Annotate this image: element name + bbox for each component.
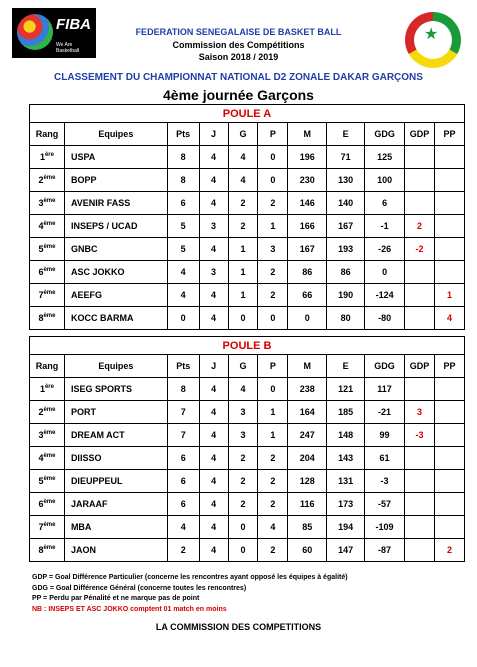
team-name: DIISSO [64,447,167,470]
team-name: USPA [64,146,167,169]
j-cell: 4 [199,307,228,330]
season: Saison 2018 / 2019 [198,52,279,62]
j-cell: 4 [199,470,228,493]
gdg-cell: -26 [365,238,405,261]
column-header: E [327,123,365,146]
m-cell: 116 [288,493,327,516]
j-cell: 4 [199,516,228,539]
pts-cell: 5 [167,215,199,238]
m-cell: 60 [288,539,327,562]
rank-cell [30,447,65,470]
table-row [30,378,465,401]
rank-suffix: ème [43,476,56,482]
j-cell: 4 [199,401,228,424]
gdg-cell: 6 [365,192,405,215]
gdp-cell [405,307,435,330]
rank-suffix: ème [43,267,56,273]
g-cell: 1 [228,284,258,307]
rank-suffix: ème [43,244,56,250]
team-name: AEEFG [64,284,167,307]
g-cell: 1 [228,238,258,261]
gdp-cell [405,261,435,284]
gdp-cell [405,493,435,516]
e-cell: 173 [327,493,365,516]
g-cell: 3 [228,401,258,424]
pts-cell: 6 [167,192,199,215]
g-cell: 0 [228,516,258,539]
e-cell: 185 [327,401,365,424]
pp-cell [434,378,464,401]
team-name: DIEUPPEUL [64,470,167,493]
rank-number: 2 [38,175,44,185]
rank-suffix: ère [44,384,54,390]
team-name: ASC JOKKO [64,261,167,284]
gdg-cell: 99 [365,424,405,447]
rank-number: 1 [39,384,45,394]
j-cell: 4 [199,146,228,169]
pp-cell: 4 [435,307,465,330]
classement-title: CLASSEMENT DU CHAMPIONNAT NATIONAL D2 ZONALE DAKAR GARÇONS [54,72,423,83]
p-cell: 0 [258,146,288,169]
team-name: DREAM ACT [64,424,167,447]
e-cell: 121 [327,378,365,401]
e-cell: 140 [327,192,365,215]
header-row [30,123,465,146]
rank-suffix: ème [43,175,56,181]
column-header: M [288,355,327,378]
column-header: Equipes [64,355,167,378]
gdp-cell [405,169,435,192]
e-cell: 80 [327,307,365,330]
p-cell: 1 [258,401,288,424]
rank-cell [30,470,65,493]
gdp-cell [405,516,435,539]
gdg-cell: -124 [365,284,405,307]
signature-commission: LA COMMISSION DES COMPETITIONS [155,622,322,632]
table-row [30,307,465,330]
rank-number: 6 [38,499,44,509]
rank-number: 6 [38,267,44,277]
pts-cell: 6 [167,447,199,470]
m-cell: 66 [288,284,327,307]
pp-cell: 1 [435,284,465,307]
table-row [30,261,465,284]
column-header: J [199,355,228,378]
m-cell: 247 [288,424,327,447]
table-row [30,146,465,169]
g-cell: 2 [228,192,258,215]
pts-cell: 7 [167,401,199,424]
gdp-cell: 2 [405,215,435,238]
rank-number: 8 [38,313,44,323]
j-cell: 4 [199,447,228,470]
column-header: GDP [405,355,435,378]
table-row [30,516,465,539]
e-cell: 143 [327,447,365,470]
j-cell: 3 [199,215,228,238]
p-cell: 2 [258,470,288,493]
p-cell: 2 [258,261,288,284]
g-cell: 0 [228,539,258,562]
rank-number: 4 [38,453,44,463]
pp-cell [434,470,464,493]
pp-cell: 2 [434,539,464,562]
e-cell: 193 [327,238,365,261]
table-row [30,169,465,192]
gdg-cell: 125 [365,146,405,169]
m-cell: 164 [288,401,327,424]
m-cell: 128 [288,470,327,493]
rank-number: 7 [38,290,44,300]
p-cell: 0 [258,307,288,330]
gdg-cell: 61 [365,447,405,470]
j-cell: 4 [199,378,228,401]
rank-cell [30,146,65,169]
m-cell: 167 [288,238,327,261]
rank-cell [30,378,65,401]
rank-cell [30,516,65,539]
rank-number: 1 [39,152,45,162]
g-cell: 2 [228,470,258,493]
rank-cell [30,307,65,330]
column-header: Pts [167,355,199,378]
fiba-wordmark: FIBA [56,16,91,33]
pts-cell: 8 [167,169,199,192]
rank-cell [30,284,65,307]
j-cell: 4 [199,192,228,215]
rank-number: 5 [38,244,44,254]
gdg-cell: -109 [365,516,405,539]
gdp-cell: 3 [405,401,435,424]
gdg-cell: -80 [365,307,405,330]
pts-cell: 6 [167,470,199,493]
rank-cell [30,238,65,261]
p-cell: 3 [258,238,288,261]
rank-cell [30,493,65,516]
m-cell: 85 [288,516,327,539]
pool-title-row [30,105,465,123]
g-cell: 4 [228,378,258,401]
rank-cell [30,215,65,238]
pool-title: POULE A [30,105,465,123]
p-cell: 2 [258,447,288,470]
pts-cell: 8 [167,378,199,401]
p-cell: 0 [258,378,288,401]
table-row [30,447,465,470]
team-name: ISEG SPORTS [64,378,167,401]
g-cell: 2 [228,447,258,470]
pp-cell [435,238,465,261]
journee-title: 4ème journée Garçons [163,87,314,103]
table-row [30,470,465,493]
pool-title: POULE B [30,337,465,355]
gdg-cell: -21 [365,401,405,424]
rank-suffix: ème [43,313,56,319]
pp-cell [434,447,464,470]
rank-cell [30,539,65,562]
rank-suffix: ème [43,522,56,528]
team-name: PORT [64,401,167,424]
m-cell: 0 [288,307,327,330]
column-header: PP [435,123,465,146]
rank-cell [30,424,65,447]
fiba-tagline: We Are Basketball [56,42,80,54]
rank-number: 4 [38,221,44,231]
column-header: Pts [167,123,199,146]
pts-cell: 4 [167,516,199,539]
team-name: MBA [64,516,167,539]
gdg-cell: -1 [365,215,405,238]
table-row [30,539,465,562]
note-gdp: GDP = Goal Différence Particulier (concerne les rencontres ayant opposé les équipes à égalité) [32,574,348,581]
gdg-cell: 100 [365,169,405,192]
e-cell: 86 [327,261,365,284]
rank-suffix: ème [43,221,56,227]
m-cell: 196 [288,146,327,169]
gdg-cell: -87 [365,539,405,562]
table-row [30,401,465,424]
column-header: E [327,355,365,378]
p-cell: 1 [258,215,288,238]
rank-suffix: ème [43,453,56,459]
gdp-cell: -2 [405,238,435,261]
note-gdg: GDG = Goal Différence Général (concerne toutes les rencontres) [32,584,247,592]
table-row [30,493,465,516]
team-name: JARAAF [64,493,167,516]
rank-cell [30,169,65,192]
gdp-cell [405,470,435,493]
team-name: INSEPS / UCAD [64,215,167,238]
header-row [30,355,465,378]
m-cell: 238 [288,378,327,401]
e-cell: 147 [327,539,365,562]
team-name: KOCC BARMA [64,307,167,330]
gdp-cell [405,378,435,401]
rank-suffix: ème [43,430,56,436]
p-cell: 2 [258,284,288,307]
pts-cell: 7 [167,424,199,447]
column-header: GDP [405,123,435,146]
column-header: GDG [365,123,405,146]
g-cell: 0 [228,307,258,330]
rank-cell [30,261,65,284]
federation-name: FEDERATION SENEGALAISE DE BASKET BALL [135,27,342,37]
column-header: P [258,123,288,146]
gdp-cell [405,447,435,470]
pts-cell: 8 [167,146,199,169]
pp-cell [434,516,464,539]
g-cell: 2 [228,215,258,238]
rank-number: 8 [38,545,44,555]
rank-suffix: ème [43,545,56,551]
rank-suffix: ème [43,499,56,505]
legend-notes [32,573,348,615]
e-cell: 131 [327,470,365,493]
m-cell: 230 [288,169,327,192]
m-cell: 146 [288,192,327,215]
gdp-cell [405,539,435,562]
commission-name: Commission des Compétitions [172,40,305,50]
column-header: J [199,123,228,146]
pts-cell: 4 [167,284,199,307]
pp-cell [434,401,464,424]
e-cell: 71 [327,146,365,169]
g-cell: 3 [228,424,258,447]
table-row [30,238,465,261]
gdp-cell [405,284,435,307]
pts-cell: 5 [167,238,199,261]
star-icon: ★ [424,26,439,43]
pts-cell: 6 [167,493,199,516]
gdp-cell: -3 [405,424,435,447]
gdp-cell [405,146,435,169]
pp-cell [435,146,465,169]
gdg-cell: -3 [365,470,405,493]
j-cell: 4 [199,539,228,562]
p-cell: 2 [258,539,288,562]
rank-number: 3 [38,198,44,208]
column-header: G [228,123,258,146]
j-cell: 4 [199,424,228,447]
column-header: GDG [365,355,405,378]
pp-cell [435,261,465,284]
pp-cell [434,493,464,516]
rank-cell [30,401,65,424]
column-header: G [228,355,258,378]
pool-title-row [30,337,465,355]
team-name: GNBC [64,238,167,261]
pp-cell [434,424,464,447]
pts-cell: 4 [167,261,199,284]
g-cell: 1 [228,261,258,284]
e-cell: 194 [327,516,365,539]
rank-number: 2 [38,407,44,417]
rank-suffix: ème [43,407,56,413]
p-cell: 1 [258,424,288,447]
j-cell: 4 [199,493,228,516]
gdg-cell: 117 [365,378,405,401]
e-cell: 167 [327,215,365,238]
p-cell: 2 [258,493,288,516]
gdp-cell [405,192,435,215]
gdg-cell: 0 [365,261,405,284]
note-nb: NB : INSEPS ET ASC JOKKO comptent 01 match en moins [32,605,227,613]
e-cell: 148 [327,424,365,447]
p-cell: 0 [258,169,288,192]
table-row [30,192,465,215]
j-cell: 4 [199,169,228,192]
table-row [30,215,465,238]
gdg-cell: -57 [365,493,405,516]
pp-cell [435,192,465,215]
column-header: PP [434,355,464,378]
rank-suffix: ème [43,290,56,296]
rank-cell [30,192,65,215]
e-cell: 190 [327,284,365,307]
pool-a-table [29,104,465,330]
column-header: Rang [30,123,65,146]
column-header: Rang [30,355,65,378]
rank-number: 3 [38,430,44,440]
rank-number: 5 [38,476,44,486]
pool-b-table [29,336,465,562]
team-name: JAON [64,539,167,562]
p-cell: 4 [258,516,288,539]
m-cell: 204 [288,447,327,470]
m-cell: 86 [288,261,327,284]
p-cell: 2 [258,192,288,215]
rank-suffix: ème [43,198,56,204]
note-pp: PP = Perdu par Pénalité et ne marque pas de point [32,595,200,602]
column-header: M [288,123,327,146]
table-row [30,424,465,447]
e-cell: 130 [327,169,365,192]
column-header: P [258,355,288,378]
pts-cell: 0 [167,307,199,330]
g-cell: 4 [228,169,258,192]
rank-number: 7 [38,522,44,532]
column-header: Equipes [64,123,167,146]
m-cell: 166 [288,215,327,238]
table-row [30,284,465,307]
pp-cell [435,215,465,238]
pts-cell: 2 [167,539,199,562]
g-cell: 2 [228,493,258,516]
team-name: AVENIR FASS [64,192,167,215]
rank-suffix: ère [44,152,54,158]
team-name: BOPP [64,169,167,192]
g-cell: 4 [228,146,258,169]
j-cell: 4 [199,284,228,307]
pp-cell [435,169,465,192]
j-cell: 3 [199,261,228,284]
j-cell: 4 [199,238,228,261]
